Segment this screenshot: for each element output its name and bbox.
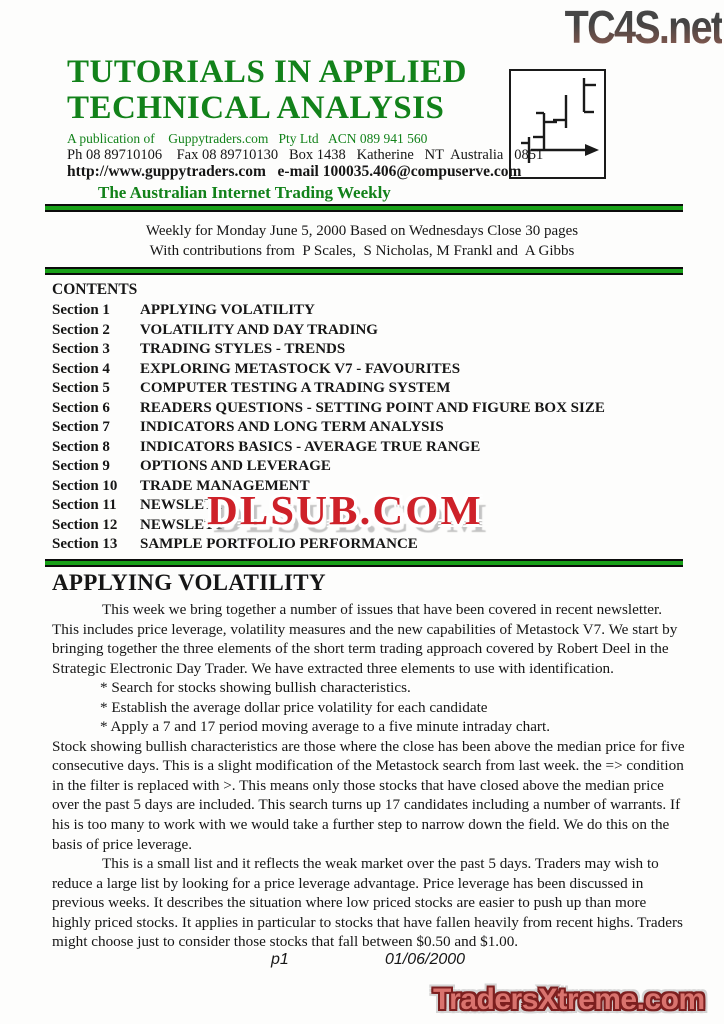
section-title: TRADING STYLES - TRENDS [140, 341, 346, 357]
title-line-2: TECHNICAL ANALYSIS [67, 90, 445, 126]
divider-rule-article [45, 559, 683, 567]
paragraph: This is a small list and it reflects the weak market over the past 5 days. Traders may wish to reduce a large list by looking for a price leverage advantage. Price leverage has been discussed in previous weeks. It describes the situation where low priced stocks are easier to push up than more highly priced stocks. It applies in particular to stocks that have fallen heavily from recent highs. Traders might choose just to consider those stocks that fall between $0.50 and $1.00. [52, 855, 683, 951]
section-label: Section 12 [52, 516, 118, 533]
page-number: p1 [271, 951, 289, 968]
table-of-contents-row [52, 379, 682, 399]
article-heading: APPLYING VOLATILITY [52, 570, 326, 595]
section-label: Section 1 [52, 302, 110, 318]
divider-rule-contents [45, 267, 683, 275]
tc4s-logo[interactable]: TC4S.net [564, 1, 722, 53]
bullet-line: * Establish the average dollar price volatility for each candidate [100, 698, 488, 716]
section-title: TRADE MANAGEMENT [140, 477, 310, 494]
table-of-contents-row [52, 340, 682, 360]
table-of-contents-row [52, 301, 682, 321]
section-title: OPTIONS AND LEVERAGE [140, 458, 331, 474]
section-label: Section 3 [52, 341, 110, 357]
issue-info [0, 221, 724, 261]
section-title: INDICATORS BASICS - AVERAGE TRUE RANGE [140, 438, 481, 455]
newsletter-title [67, 54, 467, 126]
section-label: Section 2 [52, 321, 110, 338]
section-title: COMPUTER TESTING A TRADING SYSTEM [140, 380, 451, 396]
section-label: Section 9 [52, 458, 110, 474]
table-of-contents-row [52, 418, 682, 438]
section-title: VOLATILITY AND DAY TRADING [140, 321, 378, 338]
section-label: Section 13 [52, 536, 118, 552]
divider-rule-top [45, 204, 683, 212]
dlsub-watermark[interactable]: DLSUB.COM [207, 487, 483, 533]
section-label: Section 7 [52, 419, 110, 435]
section-label: Section 10 [52, 477, 118, 494]
section-title: READERS QUESTIONS - SETTING POINT AND FIGURE BOX SIZE [140, 399, 605, 416]
contributors-line: With contributions from P Scales, S Nicholas, M Frankl and A Gibbs [149, 243, 575, 259]
section-title: NEWSLETT [140, 497, 225, 513]
tradersxtreme-logo[interactable]: TradersXtreme.com [433, 983, 705, 1016]
web-email-line: http://www.guppytraders.com e-mail 100035.406@compuserve.com [67, 163, 522, 180]
table-of-contents-row [52, 321, 682, 341]
paragraph: This week we bring together a number of issues that have been covered in recent newsletter. This includes price leverage, volatility measures and the new capabilities of Metastock V7. We start by bringing together the three elements of the short term trading approach covered by Robert Deel in the Strategic Electronic Day Trader. We have extracted three elements to use with identification. [52, 601, 678, 677]
publication-line: A publication of Guppytraders.com Pty Ltd ACN 089 941 560 [67, 131, 428, 146]
section-label: Section 8 [52, 438, 110, 455]
section-label: Section 4 [52, 360, 110, 377]
table-of-contents-row [52, 457, 682, 477]
section-title: SAMPLE PORTFOLIO PERFORMANCE [140, 536, 418, 552]
section-title: INDICATORS AND LONG TERM ANALYSIS [140, 419, 444, 435]
bullet-line: * Apply a 7 and 17 period moving average to a five minute intraday chart. [100, 718, 551, 736]
section-label: Section 5 [52, 380, 110, 396]
section-title: EXPLORING METASTOCK V7 - FAVOURITES [140, 360, 461, 377]
table-of-contents-row [52, 535, 682, 555]
page-footer [0, 951, 724, 973]
section-label: Section 6 [52, 399, 110, 416]
title-line-1: TUTORIALS IN APPLIED [67, 54, 467, 90]
section-title: NEWSLETT [140, 516, 225, 533]
issue-date-line: Weekly for Monday June 5, 2000 Based on Wednesdays Close 30 pages [145, 223, 579, 239]
contents-heading: CONTENTS [52, 281, 138, 298]
footer-date: 01/06/2000 [385, 951, 466, 968]
section-title: APPLYING VOLATILITY [140, 302, 315, 318]
section-label: Section 11 [52, 497, 117, 513]
table-of-contents-row [52, 438, 682, 458]
paragraph: Stock showing bullish characteristics are those where the close has been above the median price for five consecutive days. This is a slight modification of the Metastock search from last week. the => condition in the filter is replaced with >. This means only those stocks that have closed above the median price over the past 5 days are included. This search turns up 17 candidates including a number of warrants. If his is too many to work with we would take a further step to narrow down the field. We do this on the basis of price leverage. [52, 737, 685, 853]
table-of-contents-row [52, 360, 682, 380]
contact-line: Ph 08 89710106 Fax 08 89710130 Box 1438 Katherine NT Australia 0851 [67, 147, 544, 163]
tagline: The Australian Internet Trading Weekly [98, 183, 391, 202]
bullet-line: * Search for stocks showing bullish characteristics. [100, 679, 411, 697]
article-body [52, 600, 686, 952]
table-of-contents-row [52, 399, 682, 419]
